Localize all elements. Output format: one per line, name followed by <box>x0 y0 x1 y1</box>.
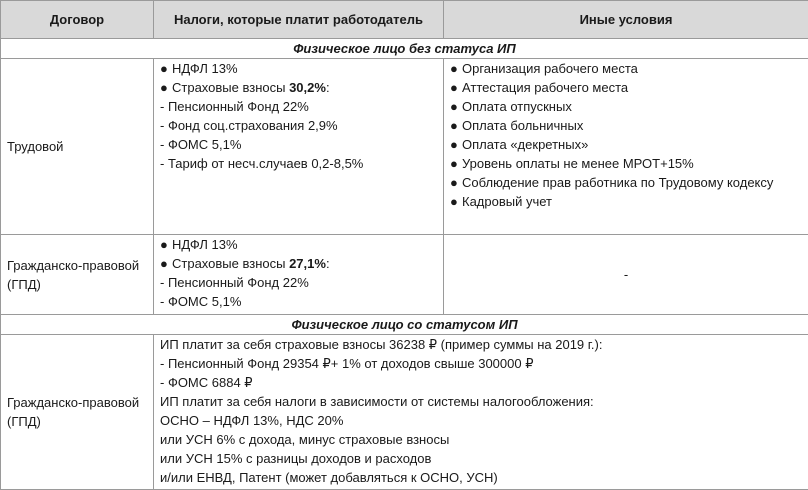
insurance-suffix: : <box>325 80 330 95</box>
list-item: - ФОМС 5,1% <box>160 137 242 152</box>
list-item <box>450 78 802 97</box>
list-item <box>450 154 802 173</box>
bullet-icon: ● <box>160 237 168 252</box>
condition-text: Организация рабочего места <box>462 61 638 76</box>
ip-details-cell <box>154 335 808 490</box>
header-contract: Договор <box>1 1 154 39</box>
list-item <box>450 173 802 192</box>
conditions-cell-empty: - <box>444 235 808 315</box>
condition-text: Аттестация рабочего места <box>462 80 629 95</box>
condition-text: Кадровый учет <box>462 194 552 209</box>
insurance-rate: 30,2% <box>289 80 326 95</box>
list-item: и/или ЕНВД, Патент (может добавляться к ОСНО, УСН) <box>160 470 498 485</box>
header-conditions: Иные условия <box>444 1 808 39</box>
list-item <box>450 97 802 116</box>
table-row-civil-no-ip <box>1 235 808 315</box>
list-item <box>450 59 802 78</box>
bullet-icon: ● <box>160 61 168 76</box>
list-item: ИП платит за себя страховые взносы 36238 ₽ (пример суммы на 2019 г.): <box>160 337 603 352</box>
insurance-prefix: Страховые взносы <box>172 80 290 95</box>
header-taxes: Налоги, которые платит работодатель <box>154 1 444 39</box>
tax-ndfl: НДФЛ 13% <box>172 61 238 76</box>
conditions-cell <box>444 59 808 235</box>
bullet-icon: ● <box>450 137 458 152</box>
list-item <box>160 59 437 78</box>
contract-label: Гражданско-правовой (ГПД) <box>1 235 154 315</box>
table-row-employment <box>1 59 808 235</box>
condition-text: Оплата «декретных» <box>462 137 589 152</box>
taxes-cell <box>154 235 444 315</box>
list-item <box>160 254 437 273</box>
table-row-civil-ip <box>1 335 808 490</box>
list-item: ИП платит за себя налоги в зависимости от системы налогообложения: <box>160 394 594 409</box>
list-item <box>160 235 437 254</box>
contract-label: Трудовой <box>1 59 154 235</box>
bullet-icon: ● <box>450 80 458 95</box>
list-item: - Тариф от несч.случаев 0,2-8,5% <box>160 156 364 171</box>
bullet-icon: ● <box>450 194 458 209</box>
condition-text: Оплата отпускных <box>462 99 572 114</box>
list-item <box>160 78 437 97</box>
section-title-ip: Физическое лицо со статусом ИП <box>1 315 808 335</box>
list-item: - ФОМС 6884 ₽ <box>160 375 253 390</box>
bullet-icon: ● <box>160 256 168 271</box>
section-no-ip-row <box>1 39 808 59</box>
header-row <box>1 1 808 39</box>
bullet-icon: ● <box>450 175 458 190</box>
contract-label: Гражданско-правовой (ГПД) <box>1 335 154 490</box>
condition-text: Уровень оплаты не менее МРОТ+15% <box>462 156 694 171</box>
insurance-suffix: : <box>325 256 330 271</box>
taxes-cell <box>154 59 444 235</box>
list-item <box>450 116 802 135</box>
bullet-icon: ● <box>450 99 458 114</box>
bullet-icon: ● <box>160 80 168 95</box>
bullet-icon: ● <box>450 61 458 76</box>
bullet-icon: ● <box>450 118 458 133</box>
list-item: - Пенсионный Фонд 22% <box>160 99 309 114</box>
tax-ndfl: НДФЛ 13% <box>172 237 238 252</box>
list-item: - Пенсионный Фонд 29354 ₽+ 1% от доходов свыше 300000 ₽ <box>160 356 534 371</box>
insurance-rate: 27,1% <box>289 256 326 271</box>
list-item: или УСН 15% с разницы доходов и расходов <box>160 451 432 466</box>
list-item: ОСНО – НДФЛ 13%, НДС 20% <box>160 413 344 428</box>
list-item: или УСН 6% с дохода, минус страховые взносы <box>160 432 450 447</box>
list-item: - Фонд соц.страхования 2,9% <box>160 118 338 133</box>
list-item <box>450 135 802 154</box>
bullet-icon: ● <box>450 156 458 171</box>
insurance-prefix: Страховые взносы <box>172 256 290 271</box>
list-item: - ФОМС 5,1% <box>160 294 242 309</box>
section-title-no-ip: Физическое лицо без статуса ИП <box>1 39 808 59</box>
condition-text: Оплата больничных <box>462 118 584 133</box>
list-item: - Пенсионный Фонд 22% <box>160 275 309 290</box>
section-ip-row <box>1 315 808 335</box>
list-item <box>450 192 802 211</box>
condition-text: Соблюдение прав работника по Трудовому кодексу <box>462 175 774 190</box>
